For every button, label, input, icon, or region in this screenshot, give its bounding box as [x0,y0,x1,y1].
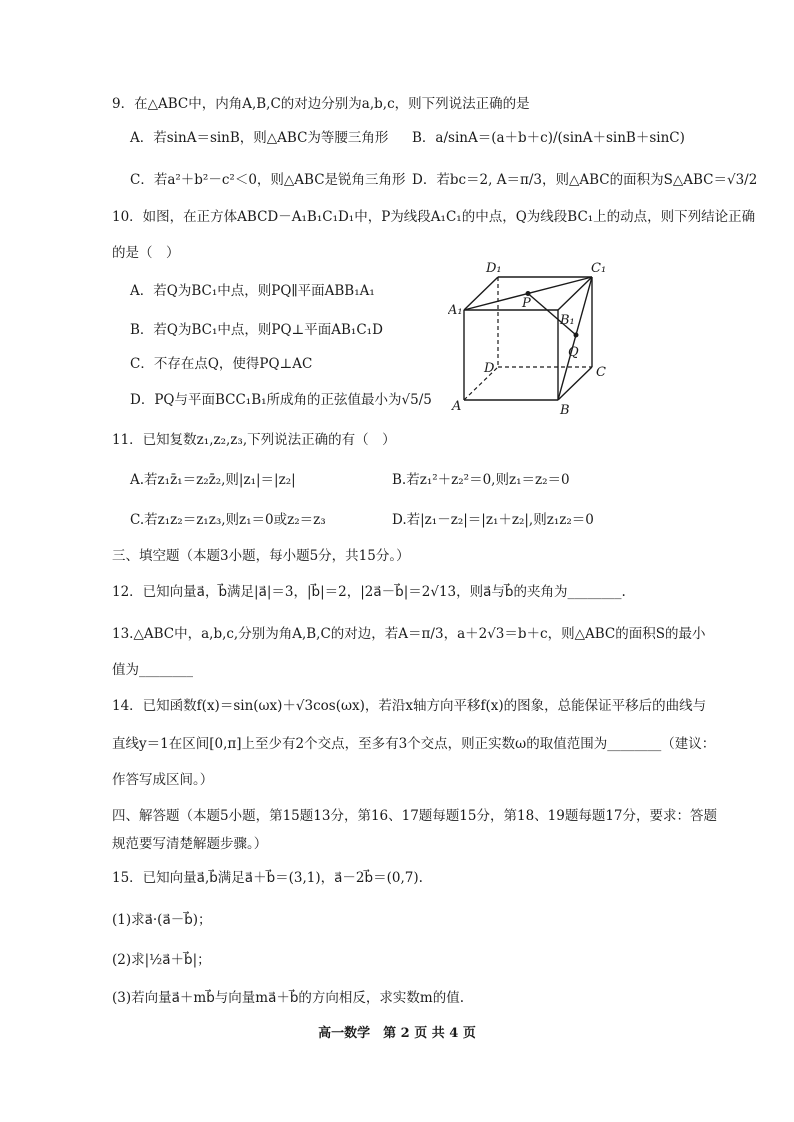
point-q [574,333,579,338]
label-c: C [596,365,606,380]
q15-part-1: (1)求a⃗·(a⃗－b⃗)； [112,912,212,928]
q10-option-c: C．不存在点Q，使得PQ⊥AC [130,356,313,372]
q9-option-d: D．若bc＝2, A＝π/3，则△ABC的面积为S△ABC＝√3/2 [412,172,758,188]
q15: 15．已知向量a⃗,b⃗满足a⃗＋b⃗＝(3,1)，a⃗－2b⃗＝(0,7). [112,870,423,886]
q10-stem: 10．如图，在正方体ABCD－A₁B₁C₁D₁中，P为线段A₁C₁的中点，Q为线段BC₁上的动点，则下列结论正确 [112,209,756,225]
q15-part-3: (3)若向量a⃗＋mb⃗与向量ma⃗＋b⃗的方向相反，求实数m的值. [112,990,465,1006]
q12: 12．已知向量a⃗，b⃗满足|a⃗|＝3，|b⃗|＝2，|2a⃗－b⃗|＝2√13，则a⃗与b⃗的夹角为________. [112,584,626,600]
label-d: D [484,361,495,376]
section-3-heading: 三、填空题（本题3小题，每小题5分，共15分。） [112,548,410,564]
q14-cont: 直线y＝1在区间[0,π]上至少有2个交点，至多有3个交点，则正实数ω的取值范围为________（建议： [112,736,716,752]
q11-option-c: C.若z₁z₂＝z₁z₃,则z₁＝0或z₂＝z₃ [130,512,326,528]
label-c1: C₁ [591,261,607,276]
label-b: B [560,403,570,418]
q10-option-b: B．若Q为BC₁中点，则PQ⊥平面AB₁C₁D [130,322,383,338]
label-d1: D₁ [486,261,502,276]
label-q: Q [568,345,579,360]
cube-figure [448,260,618,420]
q11-option-d: D.若|z₁－z₂|＝|z₁＋z₂|,则z₁z₂＝0 [392,512,594,528]
label-a: A [452,399,462,414]
q10-stem-cont: 的是（ ） [112,245,180,261]
label-a1: A₁ [448,303,463,318]
q13: 13.△ABC中，a,b,c,分别为角A,B,C的对边，若A＝π/3，a＋2√3＝b＋c，则△ABC的面积S的最小 [112,626,706,642]
q10-option-a: A．若Q为BC₁中点，则PQ∥平面ABB₁A₁ [130,283,375,299]
label-p: P [522,296,531,311]
q9-option-c: C．若a²＋b²－c²＜0，则△ABC是锐角三角形 [130,172,406,188]
q15-part-2: (2)求|½a⃗＋b⃗|； [112,952,211,968]
label-b1: B₁ [560,313,575,328]
q11-option-b: B.若z₁²＋z₂²＝0,则z₁＝z₂＝0 [392,472,570,488]
q9-stem: 9．在△ABC中，内角A,B,C的对边分别为a,b,c，则下列说法正确的是 [112,96,530,112]
section-4-heading: 四、解答题（本题5小题，第15题13分，第16、17题每题15分，第18、19题每题17分，要求：答题 [112,808,718,824]
page-footer: 高一数学 第 2 页 共 4 页 [318,1026,476,1041]
segment-b-c1 [558,277,592,400]
q14: 14．已知函数f(x)＝sin(ωx)＋√3cos(ωx)，若沿x轴方向平移f(x)的图象，总能保证平移后的曲线与 [112,698,707,714]
q10-option-d: D．PQ与平面BCC₁B₁所成角的正弦值最小为√5/5 [130,392,432,408]
section-4-heading-cont: 规范要写清楚解题步骤。） [112,836,268,852]
q9-option-b: B．a/sinA＝(a＋b＋c)/(sinA＋sinB＋sinC) [412,130,685,146]
q11-option-a: A.若z₁z̄₁＝z₂z̄₂,则|z₁|＝|z₂| [130,472,296,488]
q13-cont: 值为________ [112,662,193,678]
q9-option-a: A．若sinA＝sinB，则△ABC为等腰三角形 [130,130,389,146]
q11-stem: 11．已知复数z₁,z₂,z₃,下列说法正确的有（ ） [112,432,396,448]
q14-cont-2: 作答写成区间。） [112,772,214,788]
